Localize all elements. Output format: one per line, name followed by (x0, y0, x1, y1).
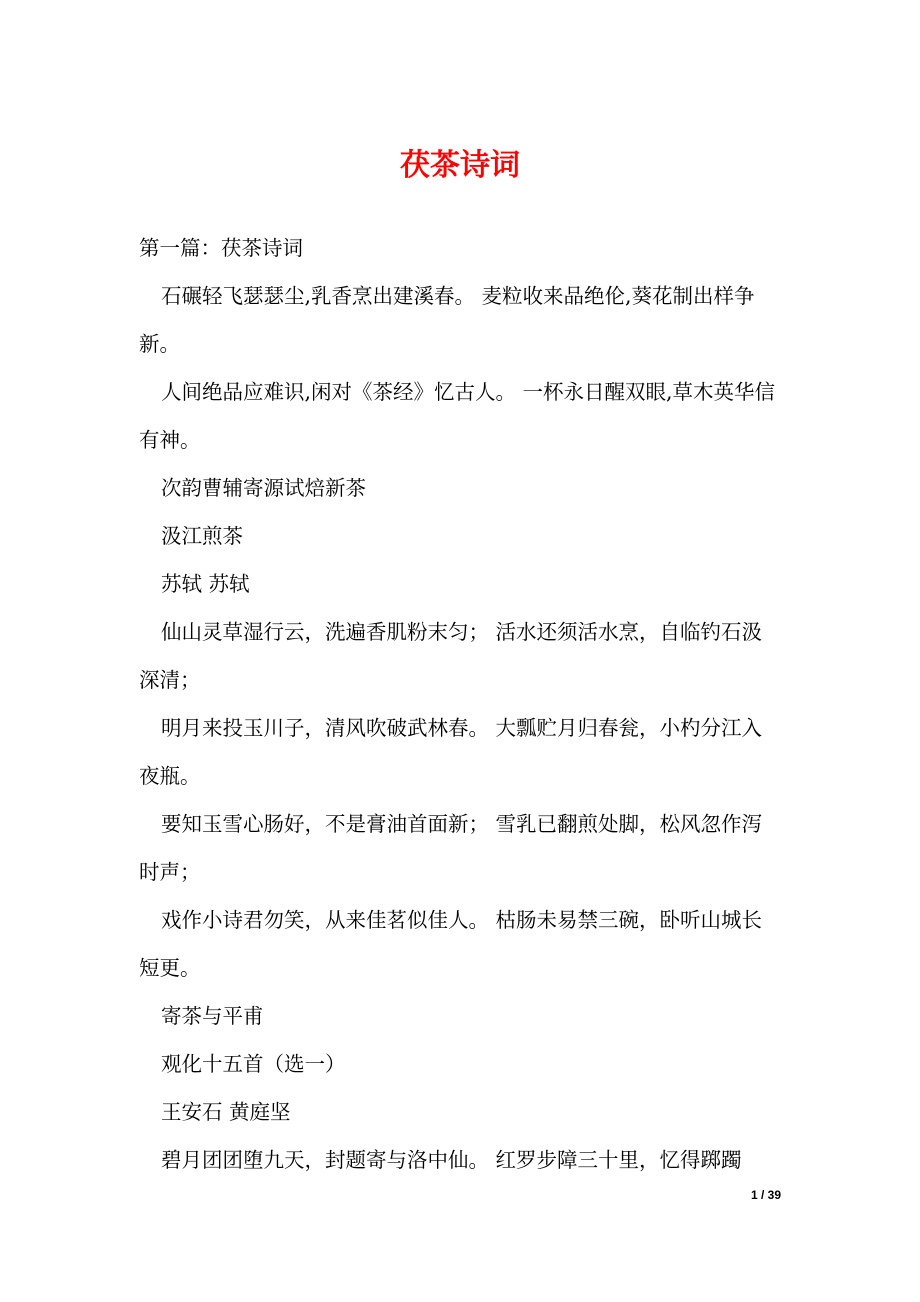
poem-title: 寄茶与平甫 (161, 1004, 264, 1028)
poem-title: 观化十五首（选一） (161, 1052, 346, 1076)
document-title: 茯茶诗词 (400, 148, 520, 183)
poem-paragraph: 碧月团团堕九天，封题寄与洛中仙。 红罗步障三十里，忆得踯躅 (161, 1148, 742, 1172)
document-body (139, 224, 781, 1184)
poem-authors: 苏轼 苏轼 (161, 572, 250, 596)
poem-paragraph: 戏作小诗君勿笑，从来佳茗似佳人。 枯肠未易禁三碗，卧听山城长短更。 (139, 908, 763, 980)
section-heading: 第一篇：茯茶诗词 (139, 236, 303, 260)
page-number: 1 / 39 (750, 1188, 781, 1202)
poem-authors: 王安石 黄庭坚 (161, 1100, 291, 1124)
poem-paragraph: 石碾轻飞瑟瑟尘,乳香烹出建溪春。 麦粒收来品绝伦,葵花制出样争新。 (139, 284, 755, 356)
poem-title: 汲江煎茶 (161, 524, 243, 548)
poem-paragraph: 要知玉雪心肠好，不是膏油首面新； 雪乳已翻煎处脚，松风忽作泻时声； (139, 812, 763, 884)
poem-paragraph: 人间绝品应难识,闲对《茶经》忆古人。 一杯永日醒双眼,草木英华信有神。 (139, 380, 776, 452)
poem-title: 次韵曹辅寄源试焙新茶 (161, 476, 366, 500)
poem-paragraph: 明月来投玉川子，清风吹破武林春。 大瓢贮月归春瓮，小杓分江入夜瓶。 (139, 716, 763, 788)
poem-paragraph: 仙山灵草湿行云，洗遍香肌粉末匀； 活水还须活水烹，自临钓石汲深清； (139, 620, 763, 692)
